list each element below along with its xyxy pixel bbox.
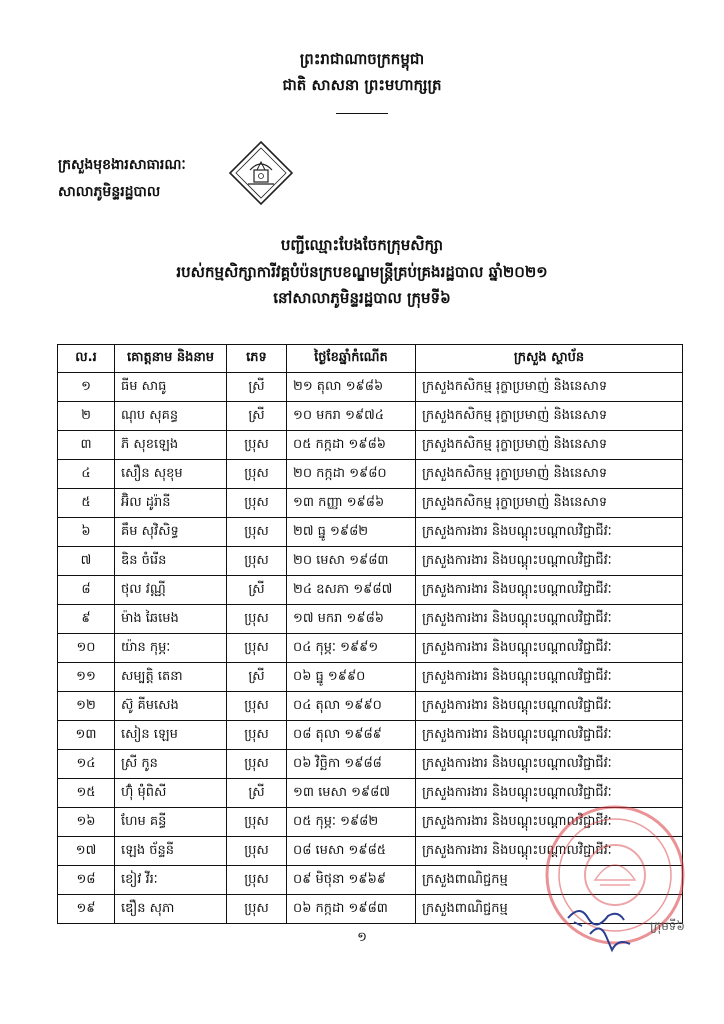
school-name: សាលាភូមិន្ទរដ្ឋបាល bbox=[58, 184, 161, 200]
cell-ministry: ក្រសួងការងារ និងបណ្តុះបណ្តាលវិជ្ជាជីវៈ bbox=[416, 808, 683, 837]
cell-no: ១០ bbox=[58, 634, 115, 663]
cell-name: ខៀវ វីរៈ bbox=[115, 866, 227, 895]
cell-name: ឡេង ច័ន្ទនី bbox=[115, 837, 227, 866]
cell-sex: ប្រុស bbox=[227, 634, 287, 663]
cell-dob: ០៤ កុម្ភៈ ១៩៩១ bbox=[287, 634, 416, 663]
cell-dob: ២០ កក្កដា ១៩៨០ bbox=[287, 460, 416, 489]
cell-no: ១ bbox=[58, 373, 115, 402]
cell-ministry: ក្រសួងការងារ និងបណ្តុះបណ្តាលវិជ្ជាជីវៈ bbox=[416, 518, 683, 547]
cell-no: ១២ bbox=[58, 692, 115, 721]
cell-ministry: ក្រសួងការងារ និងបណ្តុះបណ្តាលវិជ្ជាជីវៈ bbox=[416, 750, 683, 779]
cell-dob: ០៦ កក្កដា ១៩៨៣ bbox=[287, 895, 416, 924]
header-sex: ភេទ bbox=[227, 345, 287, 373]
ministry-name: ក្រសួងមុខងារសាធារណៈ bbox=[58, 157, 186, 173]
cell-ministry: ក្រសួងកសិកម្ម រុក្ខាប្រមាញ់ និងនេសាទ bbox=[416, 460, 683, 489]
cell-sex: ប្រុស bbox=[227, 895, 287, 924]
cell-no: ២ bbox=[58, 402, 115, 431]
header-name: គោត្តនាម និងនាម bbox=[115, 345, 227, 373]
cell-ministry: ក្រសួងកសិកម្ម រុក្ខាប្រមាញ់ និងនេសាទ bbox=[416, 402, 683, 431]
table-row bbox=[58, 518, 683, 547]
cell-dob: ១៧ មករា ១៩៨៦ bbox=[287, 605, 416, 634]
cell-no: ៣ bbox=[58, 431, 115, 460]
cell-sex: ប្រុស bbox=[227, 460, 287, 489]
document-title: បញ្ជីឈ្មោះបែងចែកក្រុមសិក្សា bbox=[280, 236, 444, 254]
cell-no: ១៥ bbox=[58, 779, 115, 808]
cell-no: ៩ bbox=[58, 605, 115, 634]
cell-sex: ស្រី bbox=[227, 373, 287, 402]
cell-dob: ០៤ តុលា ១៩៩០ bbox=[287, 692, 416, 721]
kingdom-heading: ព្រះរាជាណាចក្រកម្ពុជា bbox=[299, 50, 425, 68]
cell-dob: ១៣ កញ្ញា ១៩៨៦ bbox=[287, 489, 416, 518]
cell-no: ១៤ bbox=[58, 750, 115, 779]
table-row bbox=[58, 750, 683, 779]
header-dob: ថ្ងៃខែឆ្នាំកំណើត bbox=[287, 345, 416, 373]
table-header-row bbox=[58, 345, 683, 373]
table-row bbox=[58, 373, 683, 402]
cell-dob: ០៥ កក្កដា ១៩៨៦ bbox=[287, 431, 416, 460]
school-emblem-icon bbox=[228, 140, 294, 206]
table-row bbox=[58, 634, 683, 663]
cell-ministry: ក្រសួងពាណិជ្ជកម្ម bbox=[416, 895, 683, 924]
cell-ministry: ក្រសួងការងារ និងបណ្តុះបណ្តាលវិជ្ជាជីវៈ bbox=[416, 692, 683, 721]
table-row bbox=[58, 402, 683, 431]
cell-ministry: ក្រសួងការងារ និងបណ្តុះបណ្តាលវិជ្ជាជីវៈ bbox=[416, 663, 683, 692]
cell-sex: ប្រុស bbox=[227, 431, 287, 460]
cell-name: ឌឿន សុភា bbox=[115, 895, 227, 924]
cell-no: ១៦ bbox=[58, 808, 115, 837]
document-subtitle: របស់កម្មសិក្សាការីវគ្គបំប៉នក្របខណ្ឌមន្ត្រីគ្រប់គ្រងរដ្ឋបាល ឆ្នាំ២០២១ bbox=[176, 263, 548, 281]
cell-sex: ប្រុស bbox=[227, 866, 287, 895]
cell-sex: ស្រី bbox=[227, 402, 287, 431]
table-row bbox=[58, 547, 683, 576]
cell-dob: ២០ មេសា ១៩៨៣ bbox=[287, 547, 416, 576]
header-no: ល.រ bbox=[58, 345, 115, 373]
table-row bbox=[58, 489, 683, 518]
cell-dob: ១៣ មេសា ១៩៨៧ bbox=[287, 779, 416, 808]
cell-sex: ប្រុស bbox=[227, 489, 287, 518]
cell-name: ភ៊ សុខឡេង bbox=[115, 431, 227, 460]
cell-sex: ប្រុស bbox=[227, 692, 287, 721]
cell-sex: ប្រុស bbox=[227, 750, 287, 779]
table-row bbox=[58, 721, 683, 750]
document-location: នៅសាលាភូមិន្ទរដ្ឋបាល ក្រុមទី៦ bbox=[273, 289, 451, 307]
cell-sex: ប្រុស bbox=[227, 547, 287, 576]
cell-no: ៥ bbox=[58, 489, 115, 518]
cell-sex: ប្រុស bbox=[227, 721, 287, 750]
cell-dob: ២៧ ធ្នូ ១៩៨២ bbox=[287, 518, 416, 547]
cell-name: អ៊ិល ដូរ៉ានី bbox=[115, 489, 227, 518]
cell-dob: ០៦ ធ្នូ ១៩៩០ bbox=[287, 663, 416, 692]
cell-dob: ២៤ ឧសភា ១៩៨៧ bbox=[287, 576, 416, 605]
table-row bbox=[58, 431, 683, 460]
cell-no: ១៧ bbox=[58, 837, 115, 866]
signature-icon bbox=[560, 900, 640, 960]
cell-name: ហ៊ុំ ម៉ុំពិសី bbox=[115, 779, 227, 808]
cell-ministry: ក្រសួងពាណិជ្ជកម្ម bbox=[416, 866, 683, 895]
cell-ministry: ក្រសួងការងារ និងបណ្តុះបណ្តាលវិជ្ជាជីវៈ bbox=[416, 576, 683, 605]
motto-heading: ជាតិ សាសនា ព្រះមហាក្សត្រ bbox=[282, 76, 442, 94]
header-divider bbox=[336, 113, 388, 114]
page-number: ១ bbox=[357, 930, 367, 945]
cell-name: ណុប សុគន្ធ bbox=[115, 402, 227, 431]
cell-name: យ៉ាន កុម្ភៈ bbox=[115, 634, 227, 663]
cell-dob: ០៩ មិថុនា ១៩៦៩ bbox=[287, 866, 416, 895]
cell-ministry: ក្រសួងកសិកម្ម រុក្ខាប្រមាញ់ និងនេសាទ bbox=[416, 431, 683, 460]
cell-sex: ស្រី bbox=[227, 779, 287, 808]
cell-sex: ប្រុស bbox=[227, 808, 287, 837]
header-ministry: ក្រសួង ស្ថាប័ន bbox=[416, 345, 683, 373]
cell-no: ៧ bbox=[58, 547, 115, 576]
cell-ministry: ក្រសួងការងារ និងបណ្តុះបណ្តាលវិជ្ជាជីវៈ bbox=[416, 547, 683, 576]
cell-ministry: ក្រសួងកសិកម្ម រុក្ខាប្រមាញ់ និងនេសាទ bbox=[416, 489, 683, 518]
table-row bbox=[58, 576, 683, 605]
cell-name: គឹម សុវិសិទ្ធ bbox=[115, 518, 227, 547]
cell-name: ធីម សាធូ bbox=[115, 373, 227, 402]
cell-dob: ០៨ តុលា ១៩៨៩ bbox=[287, 721, 416, 750]
table-row bbox=[58, 692, 683, 721]
cell-sex: ស្រី bbox=[227, 576, 287, 605]
cell-name: សម្បត្តិ តេនា bbox=[115, 663, 227, 692]
cell-sex: ប្រុស bbox=[227, 605, 287, 634]
cell-no: ១៣ bbox=[58, 721, 115, 750]
table-row bbox=[58, 663, 683, 692]
cell-name: សឿន សុខុម bbox=[115, 460, 227, 489]
cell-ministry: ក្រសួងការងារ និងបណ្តុះបណ្តាលវិជ្ជាជីវៈ bbox=[416, 837, 683, 866]
cell-name: សៀន ឡេម bbox=[115, 721, 227, 750]
cell-name: ម៉ាង ឆៃមេង bbox=[115, 605, 227, 634]
group-note: ក្រុមទី៦ bbox=[650, 919, 685, 933]
cell-name: ស្រី កូន bbox=[115, 750, 227, 779]
cell-name: ស៊ូ គីមសេង bbox=[115, 692, 227, 721]
cell-name: ហែម គន្ធី bbox=[115, 808, 227, 837]
cell-ministry: ក្រសួងការងារ និងបណ្តុះបណ្តាលវិជ្ជាជីវៈ bbox=[416, 634, 683, 663]
cell-ministry: ក្រសួងការងារ និងបណ្តុះបណ្តាលវិជ្ជាជីវៈ bbox=[416, 721, 683, 750]
cell-sex: ប្រុស bbox=[227, 518, 287, 547]
cell-ministry: ក្រសួងកសិកម្ម រុក្ខាប្រមាញ់ និងនេសាទ bbox=[416, 373, 683, 402]
cell-sex: ប្រុស bbox=[227, 837, 287, 866]
cell-name: ឌិន ចំរើន bbox=[115, 547, 227, 576]
cell-no: ១១ bbox=[58, 663, 115, 692]
table-row bbox=[58, 605, 683, 634]
ministry-block bbox=[58, 152, 186, 206]
cell-no: ៨ bbox=[58, 576, 115, 605]
cell-no: ១៩ bbox=[58, 895, 115, 924]
cell-dob: ១០ មករា ១៩៧៤ bbox=[287, 402, 416, 431]
cell-ministry: ក្រសួងការងារ និងបណ្តុះបណ្តាលវិជ្ជាជីវៈ bbox=[416, 779, 683, 808]
cell-dob: ០៦ វិច្ឆិកា ១៩៨៨ bbox=[287, 750, 416, 779]
cell-no: ១៨ bbox=[58, 866, 115, 895]
cell-no: ៦ bbox=[58, 518, 115, 547]
table-row bbox=[58, 460, 683, 489]
cell-dob: ០៥ កុម្ភៈ ១៩៨២ bbox=[287, 808, 416, 837]
cell-ministry: ក្រសួងការងារ និងបណ្តុះបណ្តាលវិជ្ជាជីវៈ bbox=[416, 605, 683, 634]
cell-no: ៤ bbox=[58, 460, 115, 489]
cell-dob: ២១ តុលា ១៩៨៦ bbox=[287, 373, 416, 402]
cell-sex: ស្រី bbox=[227, 663, 287, 692]
cell-name: ថុល វណ្ណី bbox=[115, 576, 227, 605]
cell-dob: ០៨ មេសា ១៩៨៥ bbox=[287, 837, 416, 866]
